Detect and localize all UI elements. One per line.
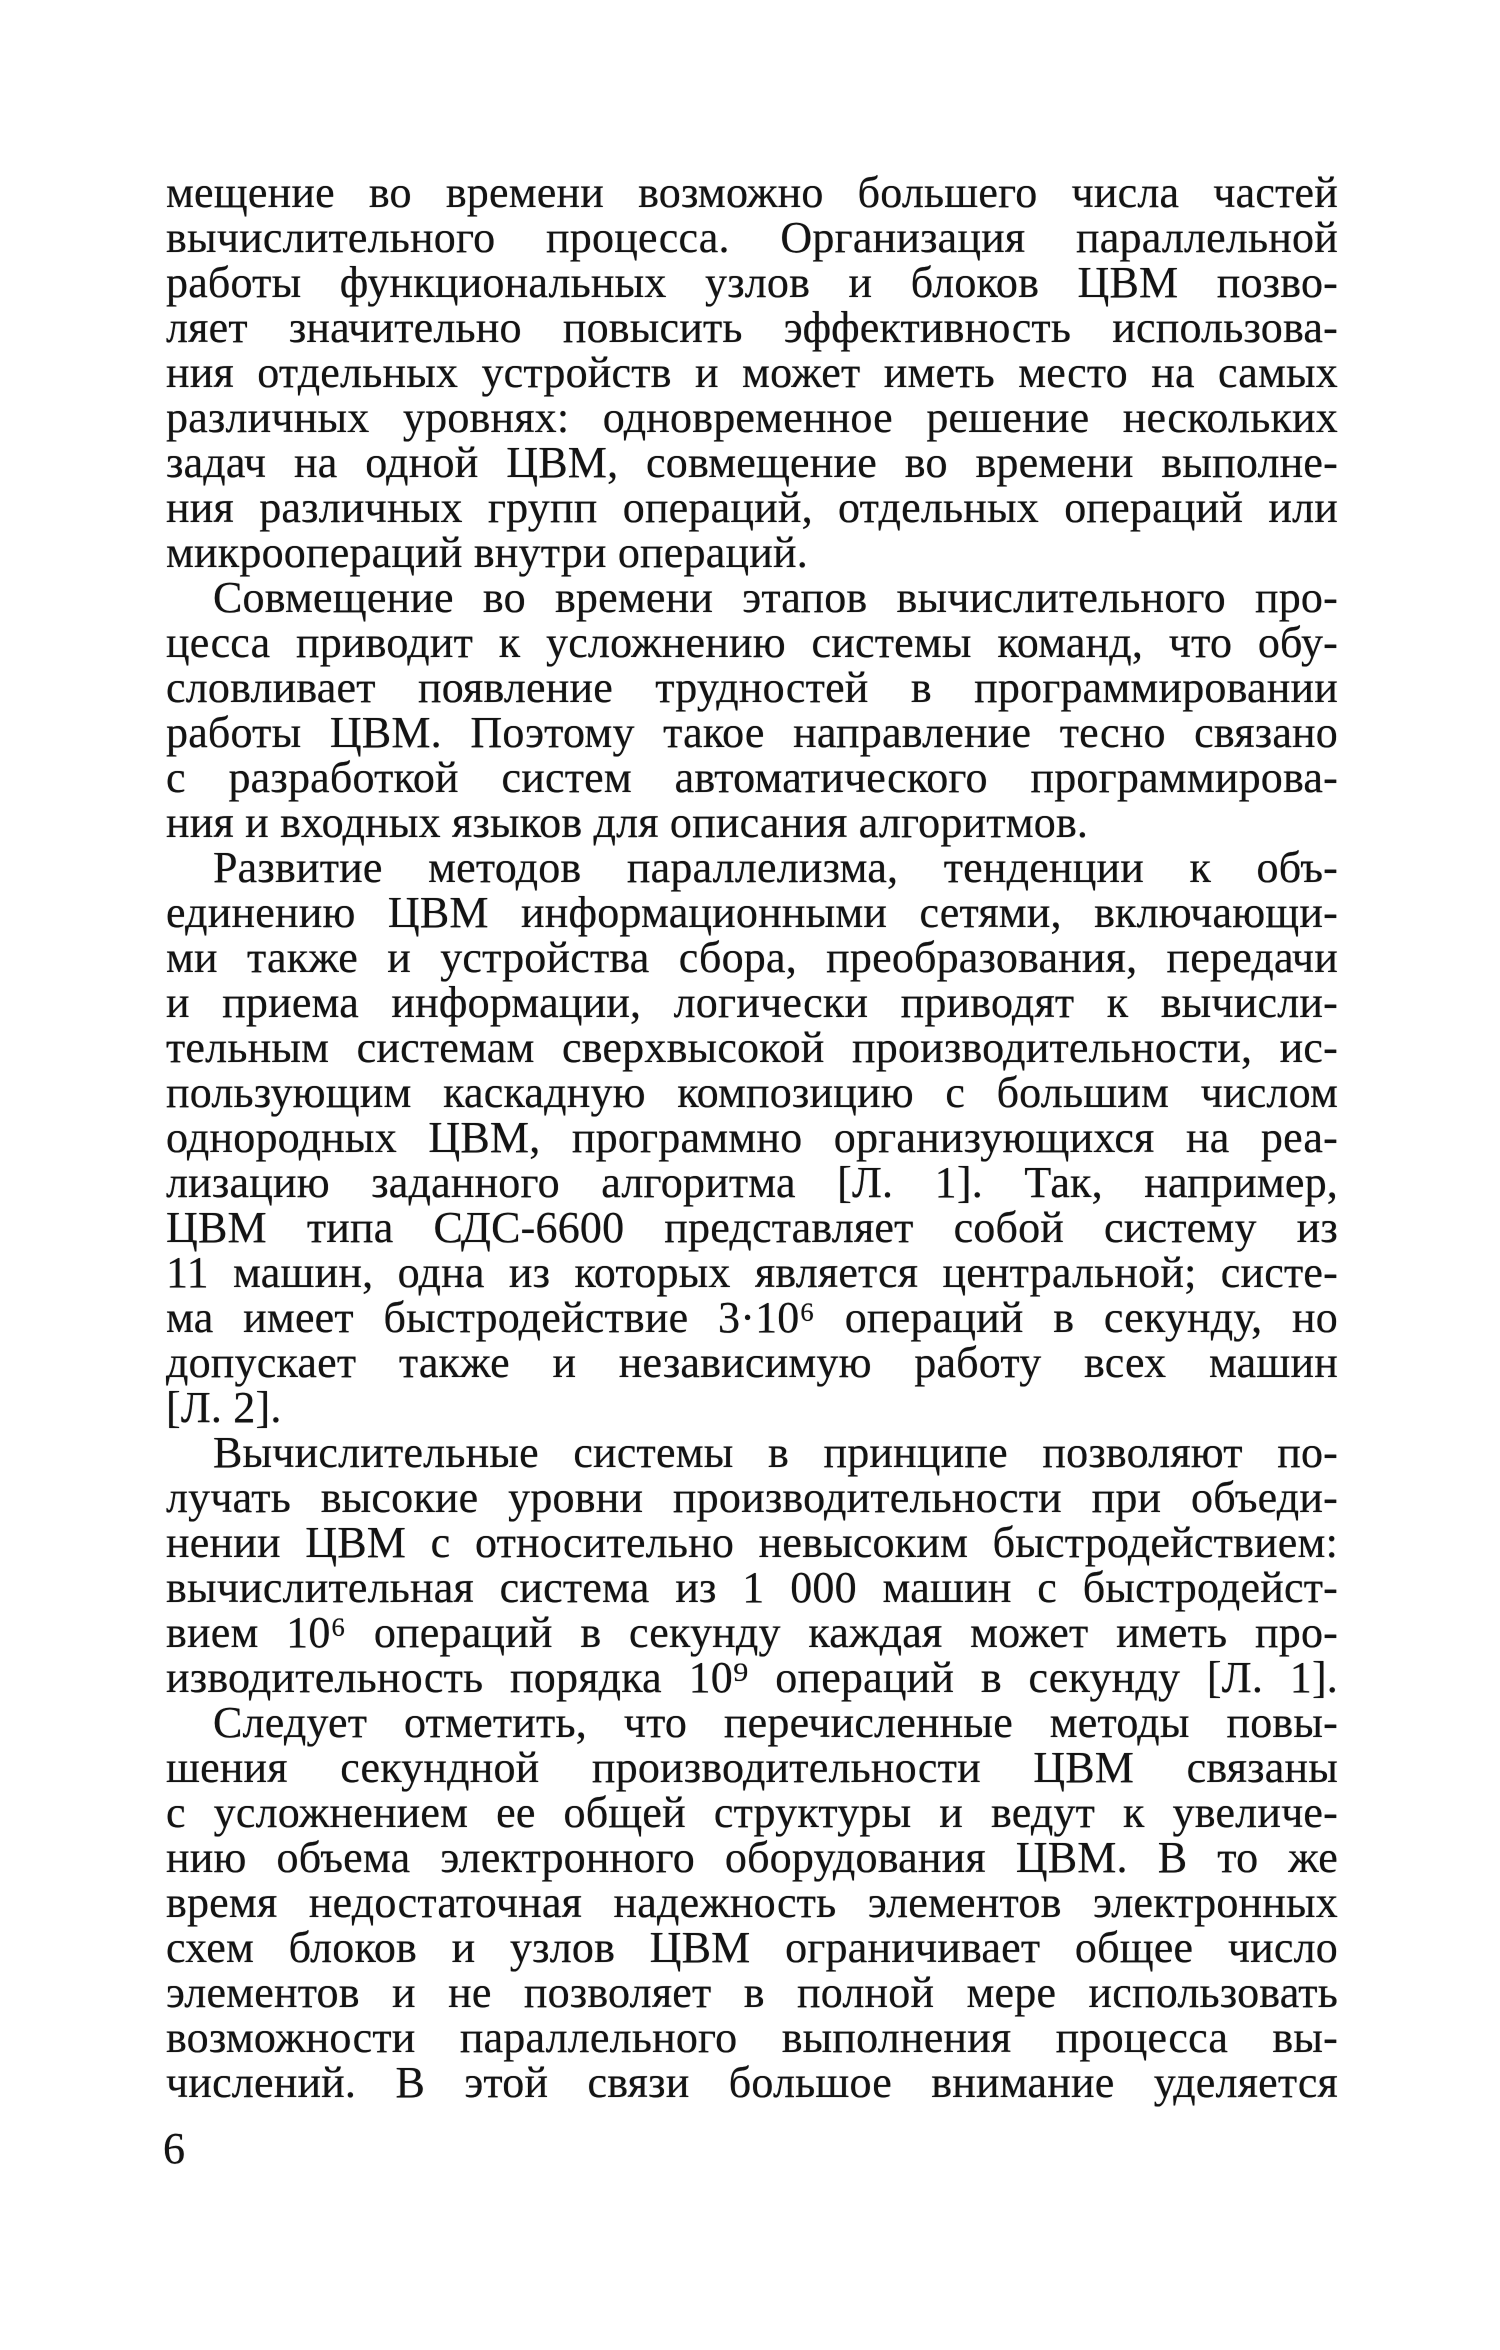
text-line: вычислительного процесса. Организация параллельной: [166, 213, 1338, 262]
text-line: работы ЦВМ. Поэтому такое направление тесно связано: [166, 708, 1338, 757]
text-line: схем блоков и узлов ЦВМ ограничивает общее число: [166, 1923, 1338, 1972]
text-line: допускает также и независимую работу всех машин: [166, 1338, 1338, 1387]
text-line: ния отдельных устройств и может иметь место на самых: [166, 348, 1338, 397]
text-line: элементов и не позволяет в полной мере использовать: [166, 1968, 1338, 2017]
text-line: и приема информации, логически приводят к вычисли-: [166, 978, 1338, 1027]
paragraph: [166, 1430, 1338, 1700]
text-line: Развитие методов параллелизма, тенденции к объ-: [213, 843, 1338, 892]
text-line: с усложнением ее общей структуры и ведут к увеличе-: [166, 1788, 1338, 1837]
text-line: различных уровнях: одновременное решение нескольких: [166, 393, 1338, 442]
text-line: цесса приводит к усложнению системы команд, что обу-: [166, 618, 1338, 667]
paragraph: [166, 845, 1338, 1430]
text-line: время недостаточная надежность элементов электронных: [166, 1878, 1338, 1927]
text-line: однородных ЦВМ, программно организующихся на реа-: [166, 1113, 1338, 1162]
text-line: задач на одной ЦВМ, совмещение во времени выполне-: [166, 438, 1338, 487]
page-number: 6: [163, 2124, 185, 2173]
text-block: [166, 170, 1338, 2105]
paragraph: [166, 575, 1338, 845]
text-line: числений. В этой связи большое внимание уделяется: [166, 2058, 1338, 2107]
text-line: ляет значительно повысить эффективность использова-: [166, 303, 1338, 352]
text-line: изводительность порядка 10⁹ операций в секунду [Л. 1].: [166, 1653, 1338, 1702]
text-line: микроопераций внутри операций.: [166, 528, 808, 577]
text-line: ма имеет быстродействие 3·10⁶ операций в секунду, но: [166, 1293, 1338, 1342]
text-line: словливает появление трудностей в программировании: [166, 663, 1338, 712]
text-line: лучать высокие уровни производительности при объеди-: [166, 1473, 1338, 1522]
text-line: с разработкой систем автоматического программирова-: [166, 753, 1338, 802]
text-line: нении ЦВМ с относительно невысоким быстродействием:: [166, 1518, 1338, 1567]
text-line: [Л. 2].: [166, 1383, 282, 1432]
paragraph: [166, 1700, 1338, 2105]
text-line: мещение во времени возможно большего числа частей: [166, 168, 1338, 217]
text-line: возможности параллельного выполнения процесса вы-: [166, 2013, 1338, 2062]
text-line: вием 10⁶ операций в секунду каждая может иметь про-: [166, 1608, 1338, 1657]
text-line: пользующим каскадную композицию с большим числом: [166, 1068, 1338, 1117]
text-line: работы функциональных узлов и блоков ЦВМ позво-: [166, 258, 1338, 307]
text-line: Следует отметить, что перечисленные методы повы-: [213, 1698, 1338, 1747]
text-line: шения секундной производительности ЦВМ связаны: [166, 1743, 1338, 1792]
text-line: единению ЦВМ информационными сетями, включающи-: [166, 888, 1338, 937]
text-line: нию объема электронного оборудования ЦВМ. В то же: [166, 1833, 1338, 1882]
text-line: вычислительная система из 1 000 машин с быстродейст-: [166, 1563, 1338, 1612]
text-line: Совмещение во времени этапов вычислительного про-: [213, 573, 1338, 622]
text-line: ния различных групп операций, отдельных операций или: [166, 483, 1338, 532]
text-line: тельным системам сверхвысокой производительности, ис-: [166, 1023, 1338, 1072]
text-line: ния и входных языков для описания алгоритмов.: [166, 798, 1089, 847]
text-line: ми также и устройства сбора, преобразования, передачи: [166, 933, 1338, 982]
paragraph: [166, 170, 1338, 575]
text-line: лизацию заданного алгоритма [Л. 1]. Так, например,: [166, 1158, 1338, 1207]
text-line: Вычислительные системы в принципе позволяют по-: [213, 1428, 1338, 1477]
text-line: 11 машин, одна из которых является центральной; систе-: [166, 1248, 1338, 1297]
text-line: ЦВМ типа СДС-6600 представляет собой систему из: [166, 1203, 1338, 1252]
